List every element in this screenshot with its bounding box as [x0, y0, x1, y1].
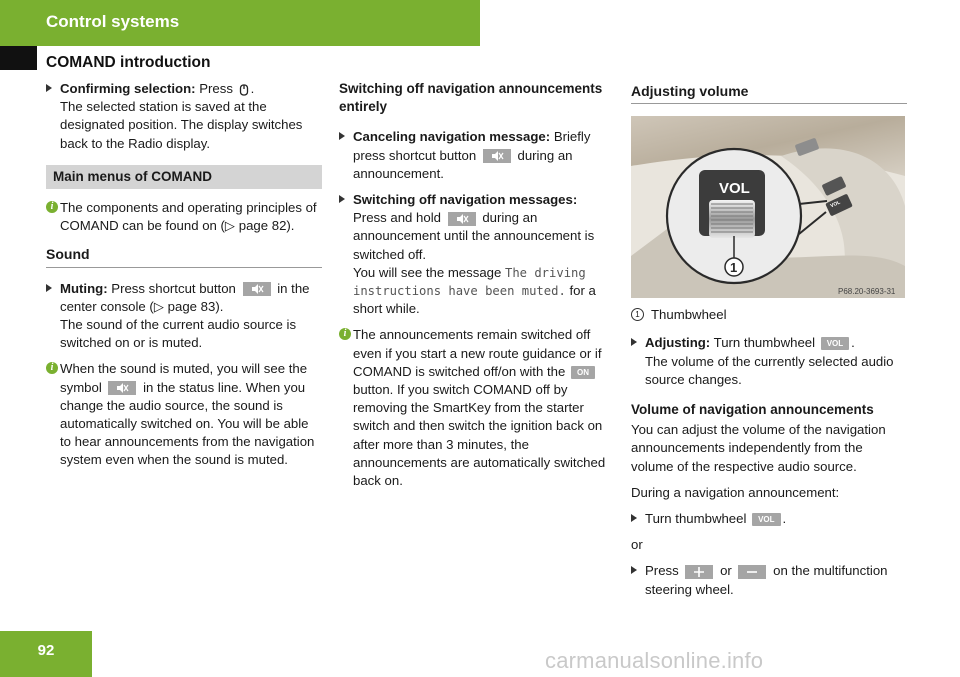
- arrow-bullet-icon: [46, 84, 52, 92]
- note-text: The announcements remain switched off even if you start a new route guidance or if COMAND is switched off/on with the: [353, 327, 602, 379]
- subsection-title: COMAND introduction: [46, 54, 211, 71]
- rotary-knob-icon: [239, 84, 249, 96]
- step-switch-off: [339, 191, 617, 318]
- callout-1-label: 1: [730, 260, 738, 276]
- mute-button-icon: [448, 212, 476, 226]
- minus-key-icon: [738, 565, 766, 579]
- page-ref-arrow-icon: ▷: [153, 298, 164, 314]
- step-text: during an announcement until the announcement is switched off.: [353, 210, 595, 262]
- mute-button-icon: [483, 149, 511, 163]
- plus-key-icon: [685, 565, 713, 579]
- step-label: Adjusting:: [645, 335, 711, 351]
- step-text: during an announcement.: [353, 147, 573, 181]
- step-label: Switching off navigation messages:: [353, 192, 578, 208]
- arrow-bullet-icon: [46, 284, 52, 292]
- note-text: When the sound is muted, you will see the symbol: [60, 361, 308, 395]
- section-title: Control systems: [46, 12, 180, 31]
- step-text: Press: [645, 563, 679, 579]
- step-text: or: [720, 563, 732, 579]
- column-1: [46, 80, 322, 480]
- callout-number: 1: [631, 308, 644, 321]
- info-note-components: [46, 199, 322, 235]
- step-text: for a short while.: [353, 283, 596, 317]
- step-text-end: .: [851, 335, 855, 351]
- subsection-marker: [0, 46, 37, 70]
- step-text: Briefly press shortcut button: [353, 129, 591, 163]
- adjusting-volume-heading: Adjusting volume: [631, 82, 907, 104]
- or-text: or: [631, 537, 643, 553]
- small-vol-label: VOL: [829, 199, 842, 210]
- page-number: 92: [37, 642, 55, 659]
- step-text: Press shortcut button: [111, 280, 236, 296]
- display-message: The driving instructions have been muted.: [353, 265, 586, 299]
- info-note-muted: [46, 360, 322, 469]
- sound-heading: Sound: [46, 245, 322, 267]
- main-menus-heading: Main menus of COMAND: [46, 165, 322, 189]
- step-body: The selected station is saved at the designated position. The display switches back to the Radio display.: [60, 99, 303, 151]
- note-text: in the status line. When you change the audio source, the sound is automatically switched on. You will be able to hear announcements from the navigation system even when the sound is muted.: [60, 379, 315, 468]
- vol-label: VOL: [719, 180, 750, 198]
- step-text: on the multifunction steering wheel.: [645, 563, 888, 597]
- step-text: Turn thumbwheel: [713, 335, 816, 351]
- step-turn-thumbwheel: [631, 510, 907, 528]
- step-label: Confirming selection:: [60, 81, 196, 96]
- note-text: button. If you switch COMAND off by removing the SmartKey from the starter switch and then switch the ignition back on after more than 3 minutes, the announcements are automatically switched back on.: [353, 382, 606, 489]
- note-text: The components and operating principles of COMAND can be found on (: [60, 200, 317, 234]
- column-3: [631, 80, 907, 607]
- info-icon: i: [46, 201, 58, 213]
- info-icon: i: [339, 328, 351, 340]
- step-text-end: .: [782, 511, 787, 527]
- step-page-ref: page 83).: [163, 298, 224, 314]
- switch-off-heading: Switching off navigation announcements entirely: [339, 81, 603, 115]
- watermark: carmanualsonline.info: [545, 648, 764, 673]
- step-press-keys: [631, 562, 907, 598]
- caption-thumbwheel: [631, 306, 907, 324]
- arrow-bullet-icon: [339, 132, 345, 140]
- vol-key: VOL: [752, 513, 780, 526]
- vol-key: VOL: [821, 337, 849, 350]
- paragraph: You can adjust the volume of the navigation announcements independently from the volume of the respective audio source.: [631, 422, 886, 474]
- step-text: You will see the message: [353, 264, 502, 280]
- arrow-bullet-icon: [631, 514, 637, 522]
- paragraph: During a navigation announcement:: [631, 484, 840, 500]
- on-key: ON: [571, 366, 595, 379]
- step-text: in the center console (: [60, 280, 310, 314]
- arrow-bullet-icon: [339, 195, 345, 203]
- step-body: The sound of the current audio source is switched on or is muted.: [60, 317, 297, 351]
- step-confirm: [46, 80, 322, 153]
- step-text: Press: [199, 81, 233, 96]
- step-text: Turn thumbwheel: [645, 511, 747, 527]
- thumbwheel-photo: [631, 116, 905, 298]
- step-muting: [46, 280, 322, 353]
- page-ref-arrow-icon: ▷: [224, 218, 236, 234]
- column-2: [339, 80, 617, 500]
- step-body: The volume of the currently selected audio source changes.: [645, 353, 894, 387]
- step-text: Press and hold: [353, 210, 441, 226]
- mute-symbol-icon: [108, 381, 136, 395]
- nav-volume-heading: Volume of navigation announcements: [631, 402, 874, 418]
- note-page-ref: page 82).: [235, 218, 295, 234]
- step-label: Canceling navigation message:: [353, 129, 551, 145]
- figure-code: P68.20-3693-31: [838, 287, 896, 297]
- arrow-bullet-icon: [631, 566, 637, 574]
- step-cancel: [339, 128, 617, 183]
- step-label: Muting:: [60, 280, 108, 296]
- step-text-end: .: [250, 81, 255, 96]
- caption-text: Thumbwheel: [651, 307, 727, 323]
- info-note-announcements: [339, 326, 617, 490]
- step-adjusting: [631, 334, 907, 389]
- arrow-bullet-icon: [631, 338, 637, 346]
- info-icon: i: [46, 362, 58, 374]
- mute-button-icon: [243, 282, 271, 296]
